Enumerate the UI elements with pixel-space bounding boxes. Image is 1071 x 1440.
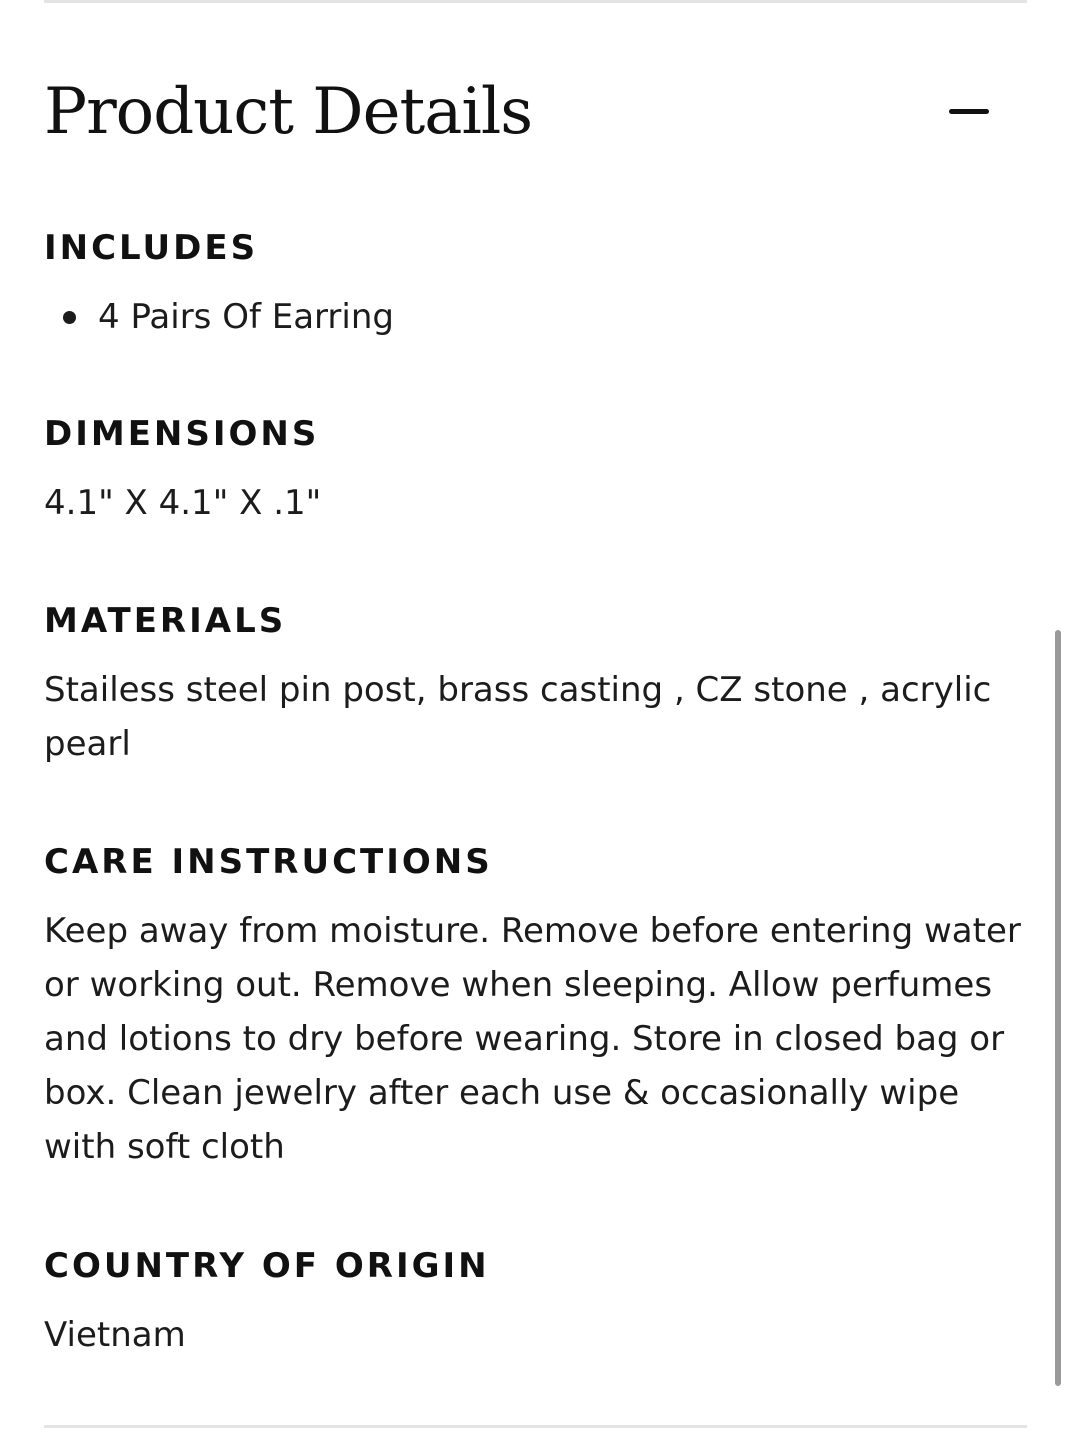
collapse-toggle-button[interactable] xyxy=(940,90,998,134)
vertical-scrollbar[interactable] xyxy=(1055,630,1061,1386)
country-of-origin-heading: COUNTRY OF ORIGIN xyxy=(44,1246,490,1286)
country-of-origin-value: Vietnam xyxy=(44,1315,186,1355)
care-instructions-value: Keep away from moisture. Remove before entering water or working out. Remove when sleeping. Allow perfumes and lotions to dry before wearing. Store in closed bag or box. Clean jewelry after each use & occasionally wipe with soft cloth xyxy=(44,911,1021,1167)
care-instructions-heading: CARE INSTRUCTIONS xyxy=(44,842,493,882)
includes-list xyxy=(44,290,1034,344)
materials-value: Stailess steel pin post, brass casting , CZ stone , acrylic pearl xyxy=(44,670,992,764)
dimensions-heading: DIMENSIONS xyxy=(44,414,320,454)
minus-icon xyxy=(949,109,989,114)
top-divider xyxy=(44,0,1027,3)
country-of-origin-section xyxy=(44,1246,1034,1362)
dimensions-section xyxy=(44,414,1034,530)
materials-section xyxy=(44,601,1034,771)
includes-section xyxy=(44,228,1034,344)
care-instructions-section xyxy=(44,842,1034,1174)
list-item xyxy=(44,290,1034,344)
dimensions-value: 4.1" X 4.1" X .1" xyxy=(44,483,322,523)
includes-heading: INCLUDES xyxy=(44,228,259,268)
list-item-label: 4 Pairs Of Earring xyxy=(98,297,394,337)
materials-heading: MATERIALS xyxy=(44,601,287,641)
bottom-divider xyxy=(44,1425,1027,1428)
panel-title: Product Details xyxy=(44,75,533,149)
bullet-icon xyxy=(63,311,76,324)
